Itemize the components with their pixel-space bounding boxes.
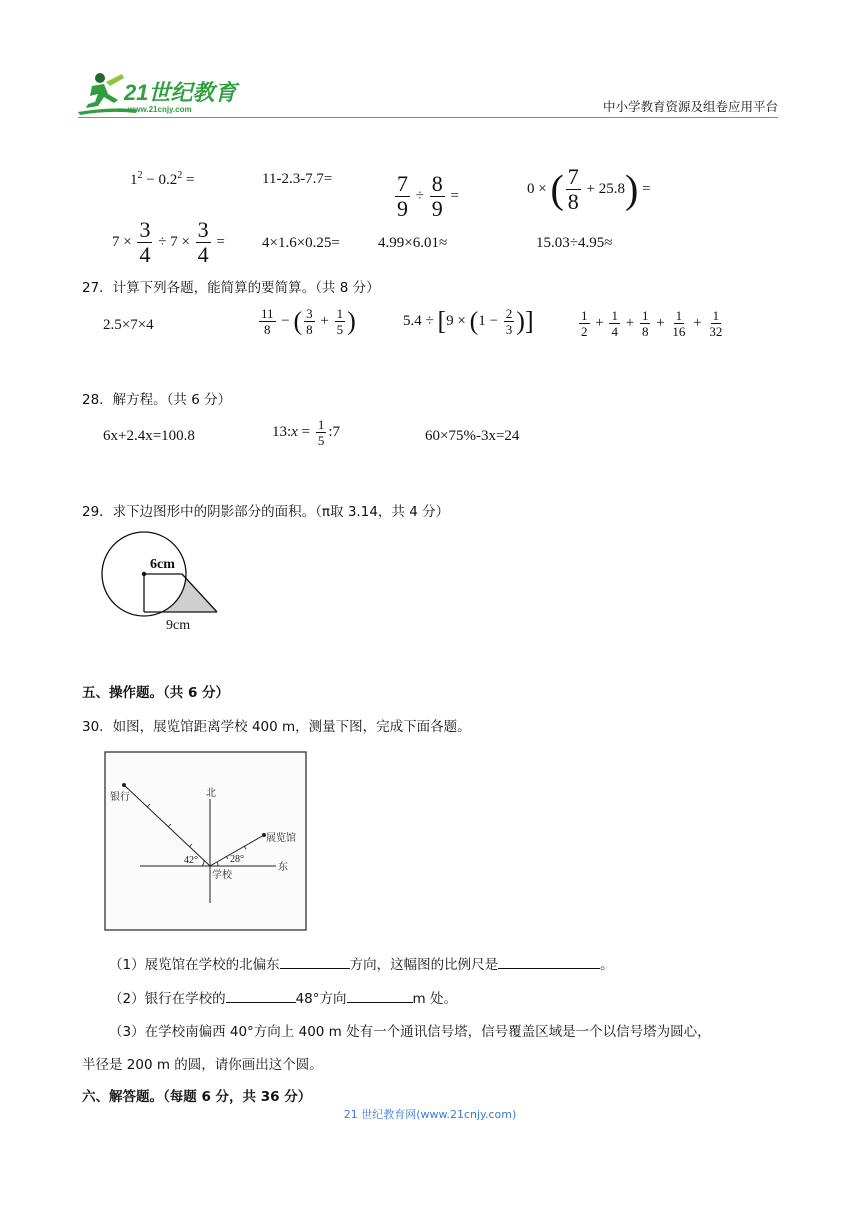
q30-s3-line2: 半径是 200 m 的圆，请你画出这个圆。 [82,1057,323,1073]
answer-blank[interactable] [498,954,600,969]
q26-r1c3: $\frac{7}{9}$ ÷ $\frac{8}{9}$ = [397,171,459,221]
q30-s2: （2）银行在学校的 48°方向 m 处。 [109,987,457,1007]
q30-s3-line1: （3）在学校南偏西 40°方向上 400 m 处有一个通讯信号塔，信号覆盖区域是一个以信号塔为圆心， [109,1024,711,1040]
q28-title: 28．解方程。（共 6 分） [82,392,232,408]
q28-e3: 60×75%-3x=24 [425,428,520,444]
q28-e2: 13:x = $\frac{1}{5}$ :7 [272,417,340,448]
east-label: 东 [278,862,288,873]
logo-url: www.21cnjy.com [128,105,192,114]
section6-title: 六、解答题。（每题 6 分，共 36 分） [82,1089,312,1105]
q27-e2: $\frac{11}{8}$ − ( $\frac{3}{8}$ + $\frac{1}{5}$ ) [261,306,356,337]
header-divider [78,117,778,118]
q26-r1c1: $1^2 - 0.2^2$ = [130,170,195,188]
q26-r1c2: 11-2.3-7.7= [262,171,333,187]
section5-title: 五、操作题。（共 6 分） [82,685,230,701]
platform-name: 中小学教育资源及组卷应用平台 [602,99,778,114]
q27-e4: $\frac{1}{2}$ + $\frac{1}{4}$ + $\frac{1}{8}$ + $\frac{1}{16}$ + $\frac{1}{32}$ [581,308,723,339]
q28-e1: 6x+2.4x=100.8 [103,428,195,444]
answer-blank[interactable] [226,988,296,1003]
q29-figure [98,528,222,634]
base-label: 9cm [166,618,191,633]
q27-title: 27．计算下列各题，能简算的要简算。（共 8 分） [82,280,380,296]
q26-r2c1: 7 × $\frac{3}{4}$ ÷ 7 × $\frac{3}{4}$ = [112,217,225,267]
q26-r1c4: 0 × ( $\frac{7}{8}$ + 25.8) = [527,164,651,214]
angle-42-label: 42° [184,855,198,866]
q30-map [104,751,307,931]
school-label: 学校 [212,870,232,881]
footer-link[interactable]: 21 世纪教育网(www.21cnjy.com) [343,1108,517,1121]
angle-28-label: 28° [230,854,244,865]
hall-label: 展览馆 [266,833,296,844]
q30-s1: （1）展览馆在学校的北偏东 方向，这幅图的比例尺是 。 [109,953,614,973]
answer-blank[interactable] [280,954,350,969]
q29-title: 29．求下边图形中的阴影部分的面积。（π取 3.14，共 4 分） [82,504,450,520]
center-dot-icon [142,572,146,576]
q26-r2c3: 4.99×6.01≈ [378,235,448,251]
radius-label: 6cm [150,557,175,572]
q27-e1: 2.5×7×4 [103,317,154,333]
north-label: 北 [206,788,216,799]
q30-title: 30．如图，展览馆距离学校 400 m，测量下图，完成下面各题。 [82,719,471,735]
q27-e3: 5.4 ÷ [9 × (1 − $\frac{2}{3}$ )] [403,306,534,337]
q26-r2c4: 15.03÷4.95≈ [536,235,613,251]
runner-logo-icon [78,70,253,116]
answer-blank[interactable] [347,988,413,1003]
site-logo[interactable] [78,70,253,116]
q26-r2c2: 4×1.6×0.25= [262,235,340,251]
bank-label: 银行 [110,792,130,803]
logo-text: 21世纪教育 [124,80,237,105]
